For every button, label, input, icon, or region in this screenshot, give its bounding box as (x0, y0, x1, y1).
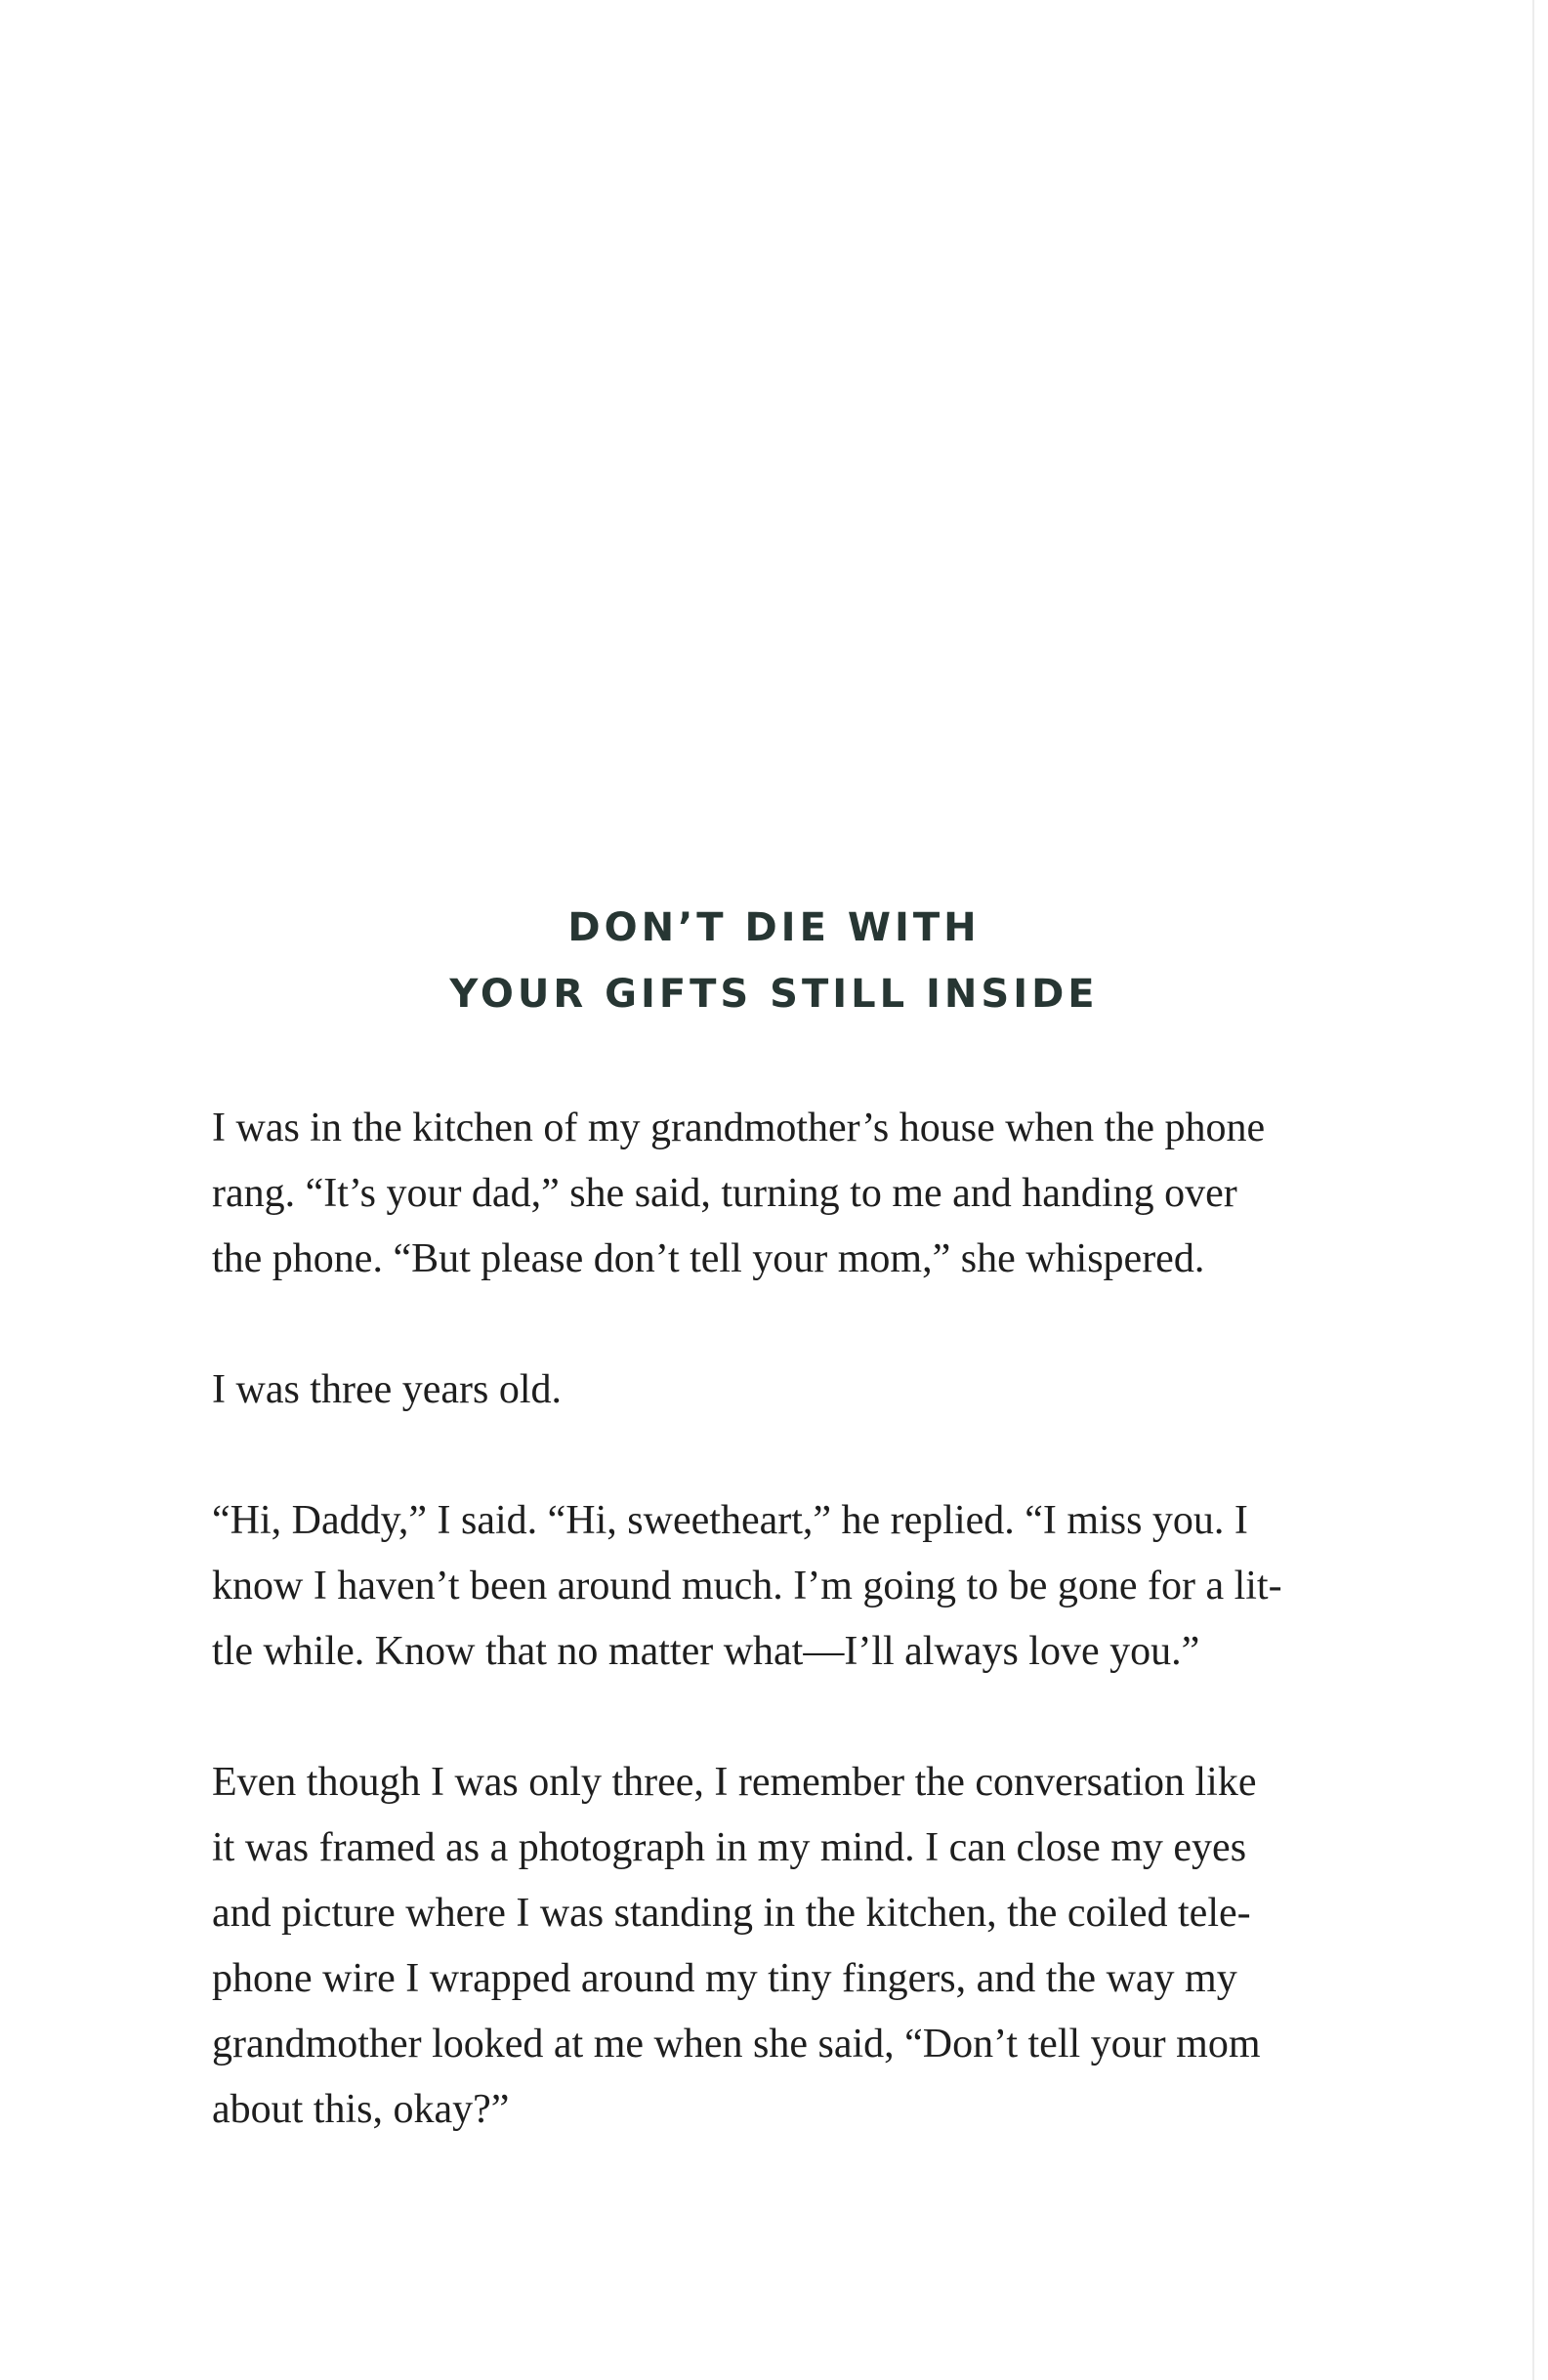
scan-edge-line (1532, 0, 1534, 2380)
text-line: “Hi, Daddy,” I said. “Hi, sweetheart,” he replied. “I miss you. I (212, 1498, 1248, 1543)
text-line: about this, okay?” (212, 2087, 510, 2132)
chapter-title-line-2: YOUR GIFTS STILL INSIDE (449, 972, 1099, 1017)
text-line: know I haven’t been around much. I’m going to be gone for a lit- (212, 1564, 1282, 1608)
paragraph-1 (212, 1096, 1345, 1292)
text-line: I was three years old. (212, 1367, 563, 1412)
text-line: and picture where I was standing in the kitchen, the coiled tele- (212, 1891, 1251, 1936)
paragraph-4 (212, 1750, 1345, 2143)
text-line: grandmother looked at me when she said, “Don’t tell your mom (212, 2022, 1261, 2067)
chapter-title-line-1: DON’T DIE WITH (567, 905, 981, 950)
paragraph-3 (212, 1488, 1345, 1685)
text-line: tle while. Know that no matter what—I’ll always love you.” (212, 1629, 1200, 1674)
text-line: rang. “It’s your dad,” she said, turning to me and handing over (212, 1171, 1237, 1216)
text-line: it was framed as a photograph in my mind. I can close my eyes (212, 1825, 1247, 1870)
text-line: Even though I was only three, I remember the conversation like (212, 1760, 1257, 1805)
text-line: the phone. “But please don’t tell your mom,” she whispered. (212, 1236, 1205, 1281)
text-line: I was in the kitchen of my grandmother’s house when the phone (212, 1106, 1266, 1150)
paragraph-2 (212, 1357, 1345, 1423)
text-line: phone wire I wrapped around my tiny fingers, and the way my (212, 1956, 1237, 2001)
